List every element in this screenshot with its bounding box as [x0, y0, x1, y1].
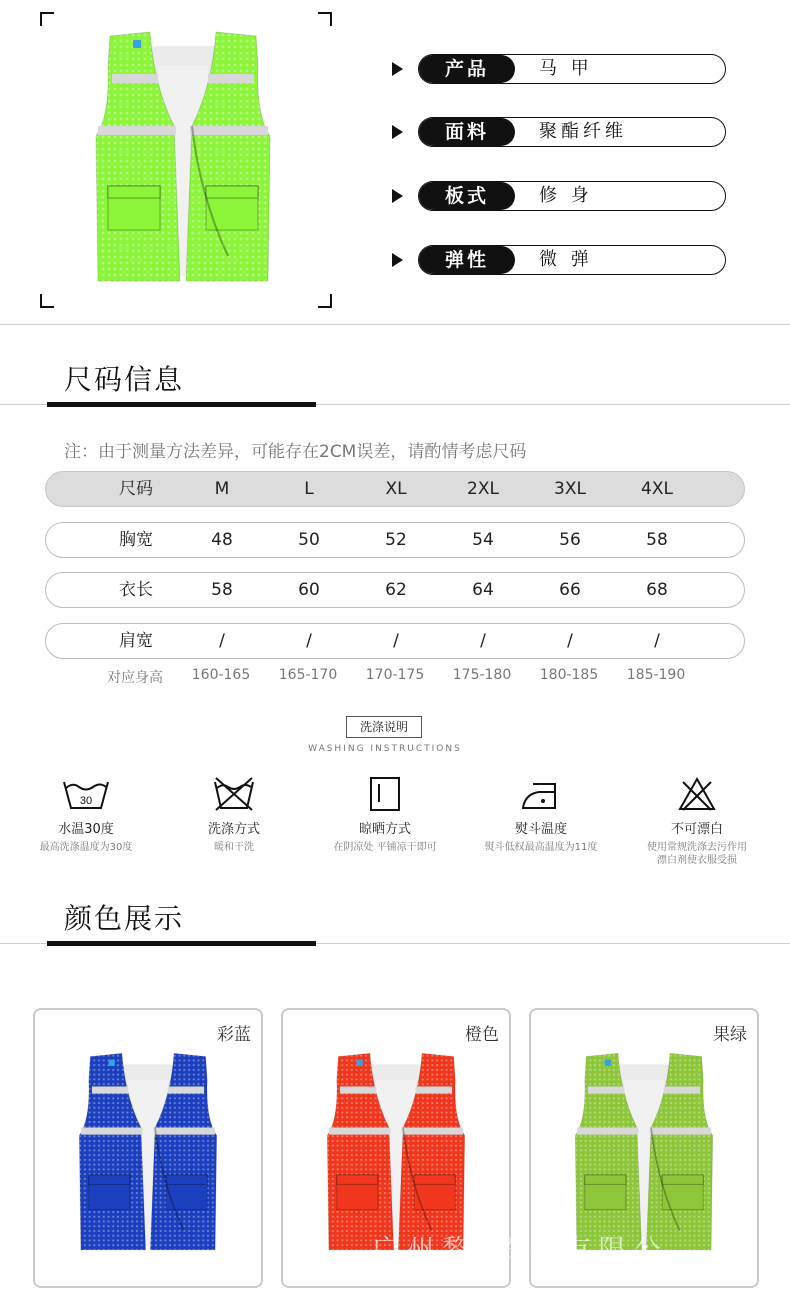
vest-pocket-flap [108, 186, 160, 198]
size-note: 注：由于测量方法差异，可能存在2CM误差，请酌情考虑尺码 [64, 442, 527, 462]
table-cell: 54 [472, 530, 494, 550]
table-cell: 肩宽 [119, 631, 153, 651]
table-header-cell: 4XL [641, 479, 673, 499]
spec-key: 板式 [419, 182, 515, 210]
vest-pocket-flap [337, 1175, 378, 1184]
spec-value: 修 身 [539, 185, 593, 206]
table-cell: / [654, 631, 660, 651]
table-cell: / [567, 631, 573, 651]
arrow-right-icon [392, 62, 403, 76]
frame-corner-top-right [318, 12, 332, 26]
table-cell: 56 [559, 530, 581, 550]
spec-row-fabric [392, 117, 728, 147]
arrow-right-icon [392, 253, 403, 267]
wash-30-icon [61, 776, 111, 812]
vest-reflective-stripe [664, 1086, 700, 1093]
frame-corner-bottom-right [318, 294, 332, 308]
height-cell: 165-170 [278, 667, 338, 683]
spec-row-product [392, 54, 728, 84]
table-cell: / [306, 631, 312, 651]
wash-item-desc: 最高洗涤温度为30度 [39, 842, 133, 853]
vest-reflective-stripe [650, 1128, 712, 1135]
color-name: 果绿 [713, 1025, 747, 1045]
table-cell: / [393, 631, 399, 651]
vest-reflective-stripe [402, 1128, 464, 1135]
vest-pocket-flap [206, 186, 258, 198]
table-row [45, 522, 745, 558]
vest-pocket-flap [662, 1175, 703, 1184]
height-row [45, 667, 743, 689]
spec-pill [418, 181, 726, 211]
spec-value: 微 弹 [539, 249, 593, 270]
table-cell: 胸宽 [119, 530, 153, 550]
wash-item-desc: 暖和干洗 [214, 842, 254, 853]
table-header-cell: 尺码 [119, 479, 153, 499]
spec-key: 产品 [419, 55, 515, 83]
vest-reflective-stripe [112, 74, 158, 83]
height-cell: 160-165 [191, 667, 251, 683]
color-section-title: 颜色展示 [64, 902, 185, 935]
spec-key: 弹性 [419, 246, 515, 274]
section-title-underline [47, 941, 316, 946]
spec-pill [418, 117, 726, 147]
table-cell: 60 [298, 580, 320, 600]
arrow-right-icon [392, 125, 403, 139]
table-cell: 58 [646, 530, 668, 550]
table-header-cell: M [214, 479, 230, 499]
vest-reflective-stripe [588, 1086, 624, 1093]
wash-temp-text: 30 [79, 795, 93, 807]
wash-item-method [164, 776, 304, 854]
watermark-text: 广州黎 贸易有限公 [372, 1235, 669, 1266]
wash-item-desc: 熨斗低权最高温度为11度 [484, 842, 598, 853]
table-header-cell: XL [385, 479, 407, 499]
table-cell: 68 [646, 580, 668, 600]
height-cell: 180-185 [539, 667, 599, 683]
table-cell: 62 [385, 580, 407, 600]
vest-reflective-stripe [208, 74, 254, 83]
table-header-cell: L [304, 479, 314, 499]
size-section-title: 尺码信息 [64, 363, 185, 396]
wash-item-temperature [16, 776, 156, 854]
spec-key: 面料 [419, 118, 515, 146]
spec-row-fit [392, 181, 728, 211]
table-header-cell: 2XL [467, 479, 499, 499]
frame-corner-bottom-left [40, 294, 54, 308]
spec-row-elasticity [392, 245, 728, 275]
spec-pill [418, 245, 726, 275]
vest-reflective-stripe [168, 1086, 204, 1093]
table-header-cell: 3XL [554, 479, 586, 499]
vest-reflective-stripe [98, 126, 176, 135]
table-cell: 48 [211, 530, 233, 550]
color-name: 彩蓝 [217, 1025, 251, 1045]
vest-image-blue [73, 1044, 223, 1260]
table-cell: / [219, 631, 225, 651]
vest-reflective-stripe [329, 1128, 391, 1135]
table-cell: 衣长 [119, 580, 153, 600]
wash-item-title: 不可漂白 [670, 822, 723, 837]
frame-corner-top-left [40, 12, 54, 26]
vest-pocket-flap [89, 1175, 130, 1184]
arrow-right-icon [392, 189, 403, 203]
wash-item-title: 洗涤方式 [207, 822, 260, 837]
washing-label: 洗涤说明 [346, 716, 422, 738]
color-name: 橙色 [465, 1025, 499, 1045]
table-cell: 64 [472, 580, 494, 600]
spec-pill [418, 54, 726, 84]
vest-reflective-stripe [190, 126, 268, 135]
vest-label-tag [109, 1060, 115, 1066]
vest-reflective-stripe [154, 1128, 216, 1135]
height-cell: 170-175 [365, 667, 425, 683]
height-cell: 175-180 [452, 667, 512, 683]
vest-label-tag [133, 40, 141, 48]
vest-label-tag [357, 1060, 363, 1066]
wash-item-desc: 在阴凉处 平铺凉干即可 [333, 842, 437, 853]
wash-item-title: 晾晒方式 [358, 822, 411, 837]
vest-pocket-flap [585, 1175, 626, 1184]
wash-item-ironing [471, 776, 611, 854]
vest-reflective-stripe [340, 1086, 376, 1093]
hero-vest-image [88, 26, 278, 288]
table-cell: / [480, 631, 486, 651]
wash-item-title: 熨斗温度 [514, 822, 567, 837]
table-cell: 50 [298, 530, 320, 550]
color-card-blue[interactable] [33, 1008, 263, 1288]
wash-item-title: 水温30度 [58, 822, 114, 837]
vest-pocket-flap [166, 1175, 207, 1184]
iron-icon [519, 776, 563, 812]
wash-item-bleach [627, 776, 767, 867]
vest-reflective-stripe [577, 1128, 639, 1135]
washing-sublabel: WASHING INSTRUCTIONS [308, 744, 462, 754]
table-cell: 66 [559, 580, 581, 600]
table-row [45, 623, 745, 659]
vest-reflective-stripe [416, 1086, 452, 1093]
height-cell: 185-190 [626, 667, 686, 683]
vest-pocket-flap [414, 1175, 455, 1184]
table-cell: 58 [211, 580, 233, 600]
spec-value: 马 甲 [539, 58, 593, 79]
dry-icon [367, 776, 403, 812]
height-cell: 对应身高 [107, 670, 163, 686]
wash-item-desc: 使用常规洗涤去污作用 漂白剂使衣服受损 [647, 842, 747, 866]
no-bleach-icon [677, 776, 717, 812]
wash-item-drying [315, 776, 455, 854]
divider [0, 324, 790, 325]
vest-reflective-stripe [81, 1128, 143, 1135]
spec-value: 聚酯纤维 [539, 121, 627, 142]
no-wash-icon [212, 776, 256, 812]
table-cell: 52 [385, 530, 407, 550]
size-table-header [45, 471, 745, 507]
section-title-underline [47, 402, 316, 407]
vest-reflective-stripe [92, 1086, 128, 1093]
vest-label-tag [605, 1060, 611, 1066]
table-row [45, 572, 745, 608]
